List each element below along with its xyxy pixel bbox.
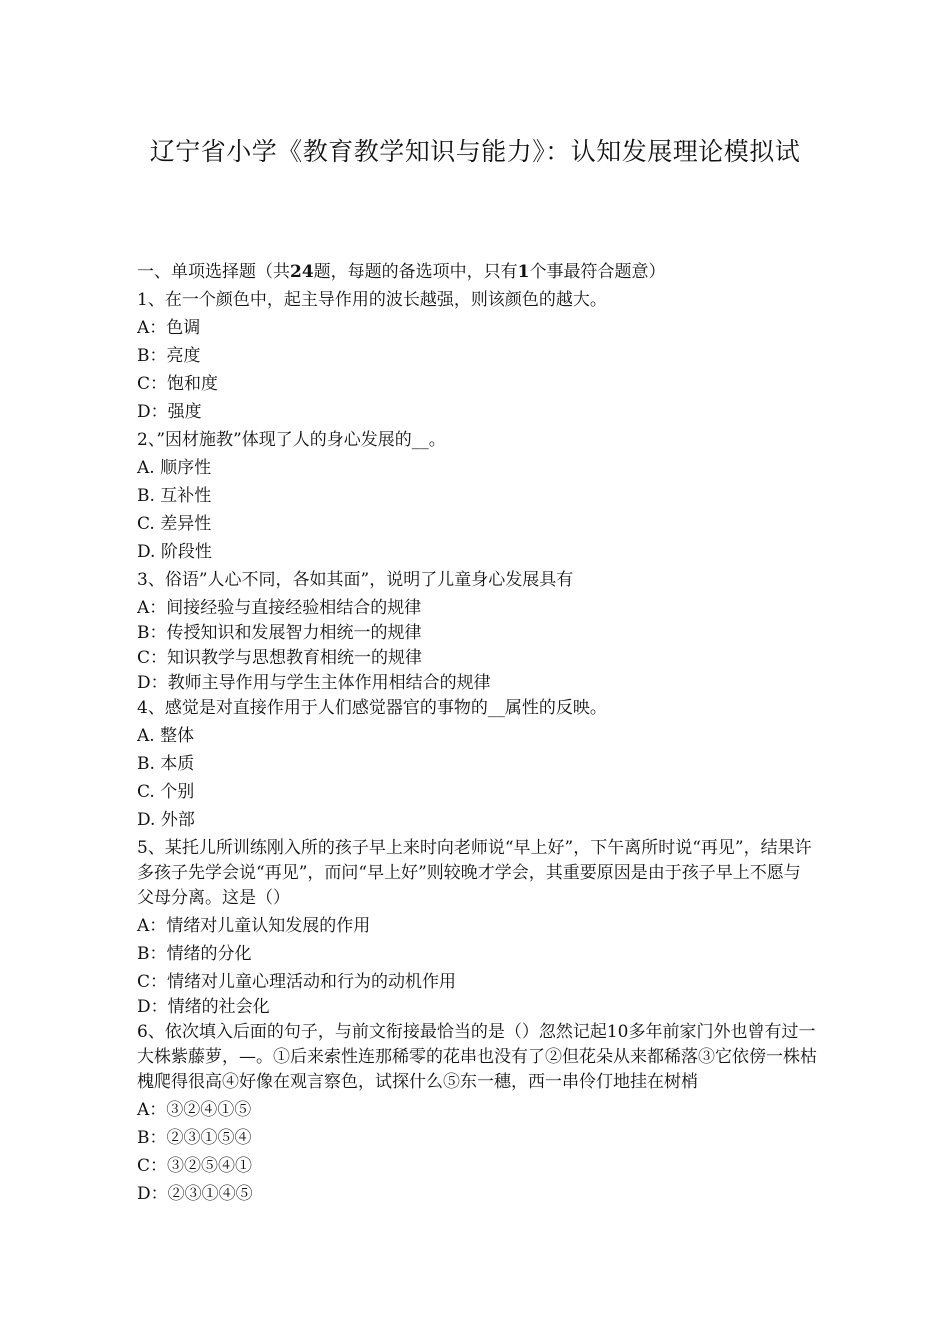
option-c: C：知识教学与思想教育相统一的规律 [137,648,423,668]
question-text: 1、在一个颜色中，起主导作用的波长越强，则该颜色的越大。 [137,290,607,310]
question-text: 3、俗语”人心不同，各如其面”，说明了儿童身心发展具有 [137,570,574,590]
question-block [137,288,817,425]
option-a: A. 顺序性 [137,458,212,478]
question-text: 4、感觉是对直接作用于人们感觉器官的事物的__属性的反映。 [137,698,607,718]
option-d: D：强度 [137,402,202,422]
question-count: 24 [290,262,314,282]
section-middle: 题，每题的备选项中，只有 [313,262,518,282]
option-d: D. 外部 [137,810,195,830]
question-text: 6、依次填入后面的句子，与前文衔接最恰当的是（）忽然记起10多年前家门外也曾有过一大株紫藤萝，—。①后来索性连那稀零的花串也没有了②但花朵从来都稀落③它依傍一株枯槐爬得很高④好像在观言察色，试探什么⑤东一穗，西一串伶仃地挂在树梢 [137,1022,817,1092]
option-d: D：情绪的社会化 [137,997,270,1017]
option-b: B. 互补性 [137,486,212,506]
option-a: A：色调 [137,318,201,338]
option-b: B：情绪的分化 [137,944,252,964]
document-title: 辽宁省小学《教育教学知识与能力》：认知发展理论模拟试 [149,137,801,166]
question-block [137,836,817,1020]
option-d: D：教师主导作用与学生主体作用相结合的规律 [137,673,491,693]
option-c: C：饱和度 [137,374,219,394]
option-a: A：情绪对儿童认知发展的作用 [137,916,371,936]
option-b: B. 本质 [137,754,195,774]
option-b: B：传授知识和发展智力相统一的规律 [137,623,422,643]
document-body [137,259,817,1210]
option-b: B：亮度 [137,346,201,366]
option-c: C. 个别 [137,782,195,802]
option-d: D：②③①④⑤ [137,1184,253,1204]
option-d: D. 阶段性 [137,542,212,562]
option-c: C：③②⑤④① [137,1156,253,1176]
section-suffix: 个事最符合题意） [529,262,666,282]
answer-count: 1 [517,262,530,282]
option-a: A：间接经验与直接经验相结合的规律 [137,598,422,618]
option-a: A. 整体 [137,726,195,746]
option-c: C. 差异性 [137,514,212,534]
question-text: 2、”因材施教”体现了人的身心发展的__。 [137,430,446,450]
option-b: B：②③①⑤④ [137,1128,252,1148]
question-block [137,1020,817,1207]
section-prefix: 一、单项选择题（共 [137,262,290,282]
question-block [137,568,817,696]
question-text: 5、某托儿所训练刚入所的孩子早上来时向老师说“早上好”，下午离所时说“再见”，结果许多孩子先学会说“再见”，而问“早上好”则较晚才学会，其重要原因是由于孩子早上不愿与父母分离。这是（） [137,838,812,908]
section-heading [137,259,817,285]
question-block [137,696,817,833]
option-a: A：③②④①⑤ [137,1100,252,1120]
option-c: C：情绪对儿童心理活动和行为的动机作用 [137,972,457,992]
question-block [137,428,817,565]
